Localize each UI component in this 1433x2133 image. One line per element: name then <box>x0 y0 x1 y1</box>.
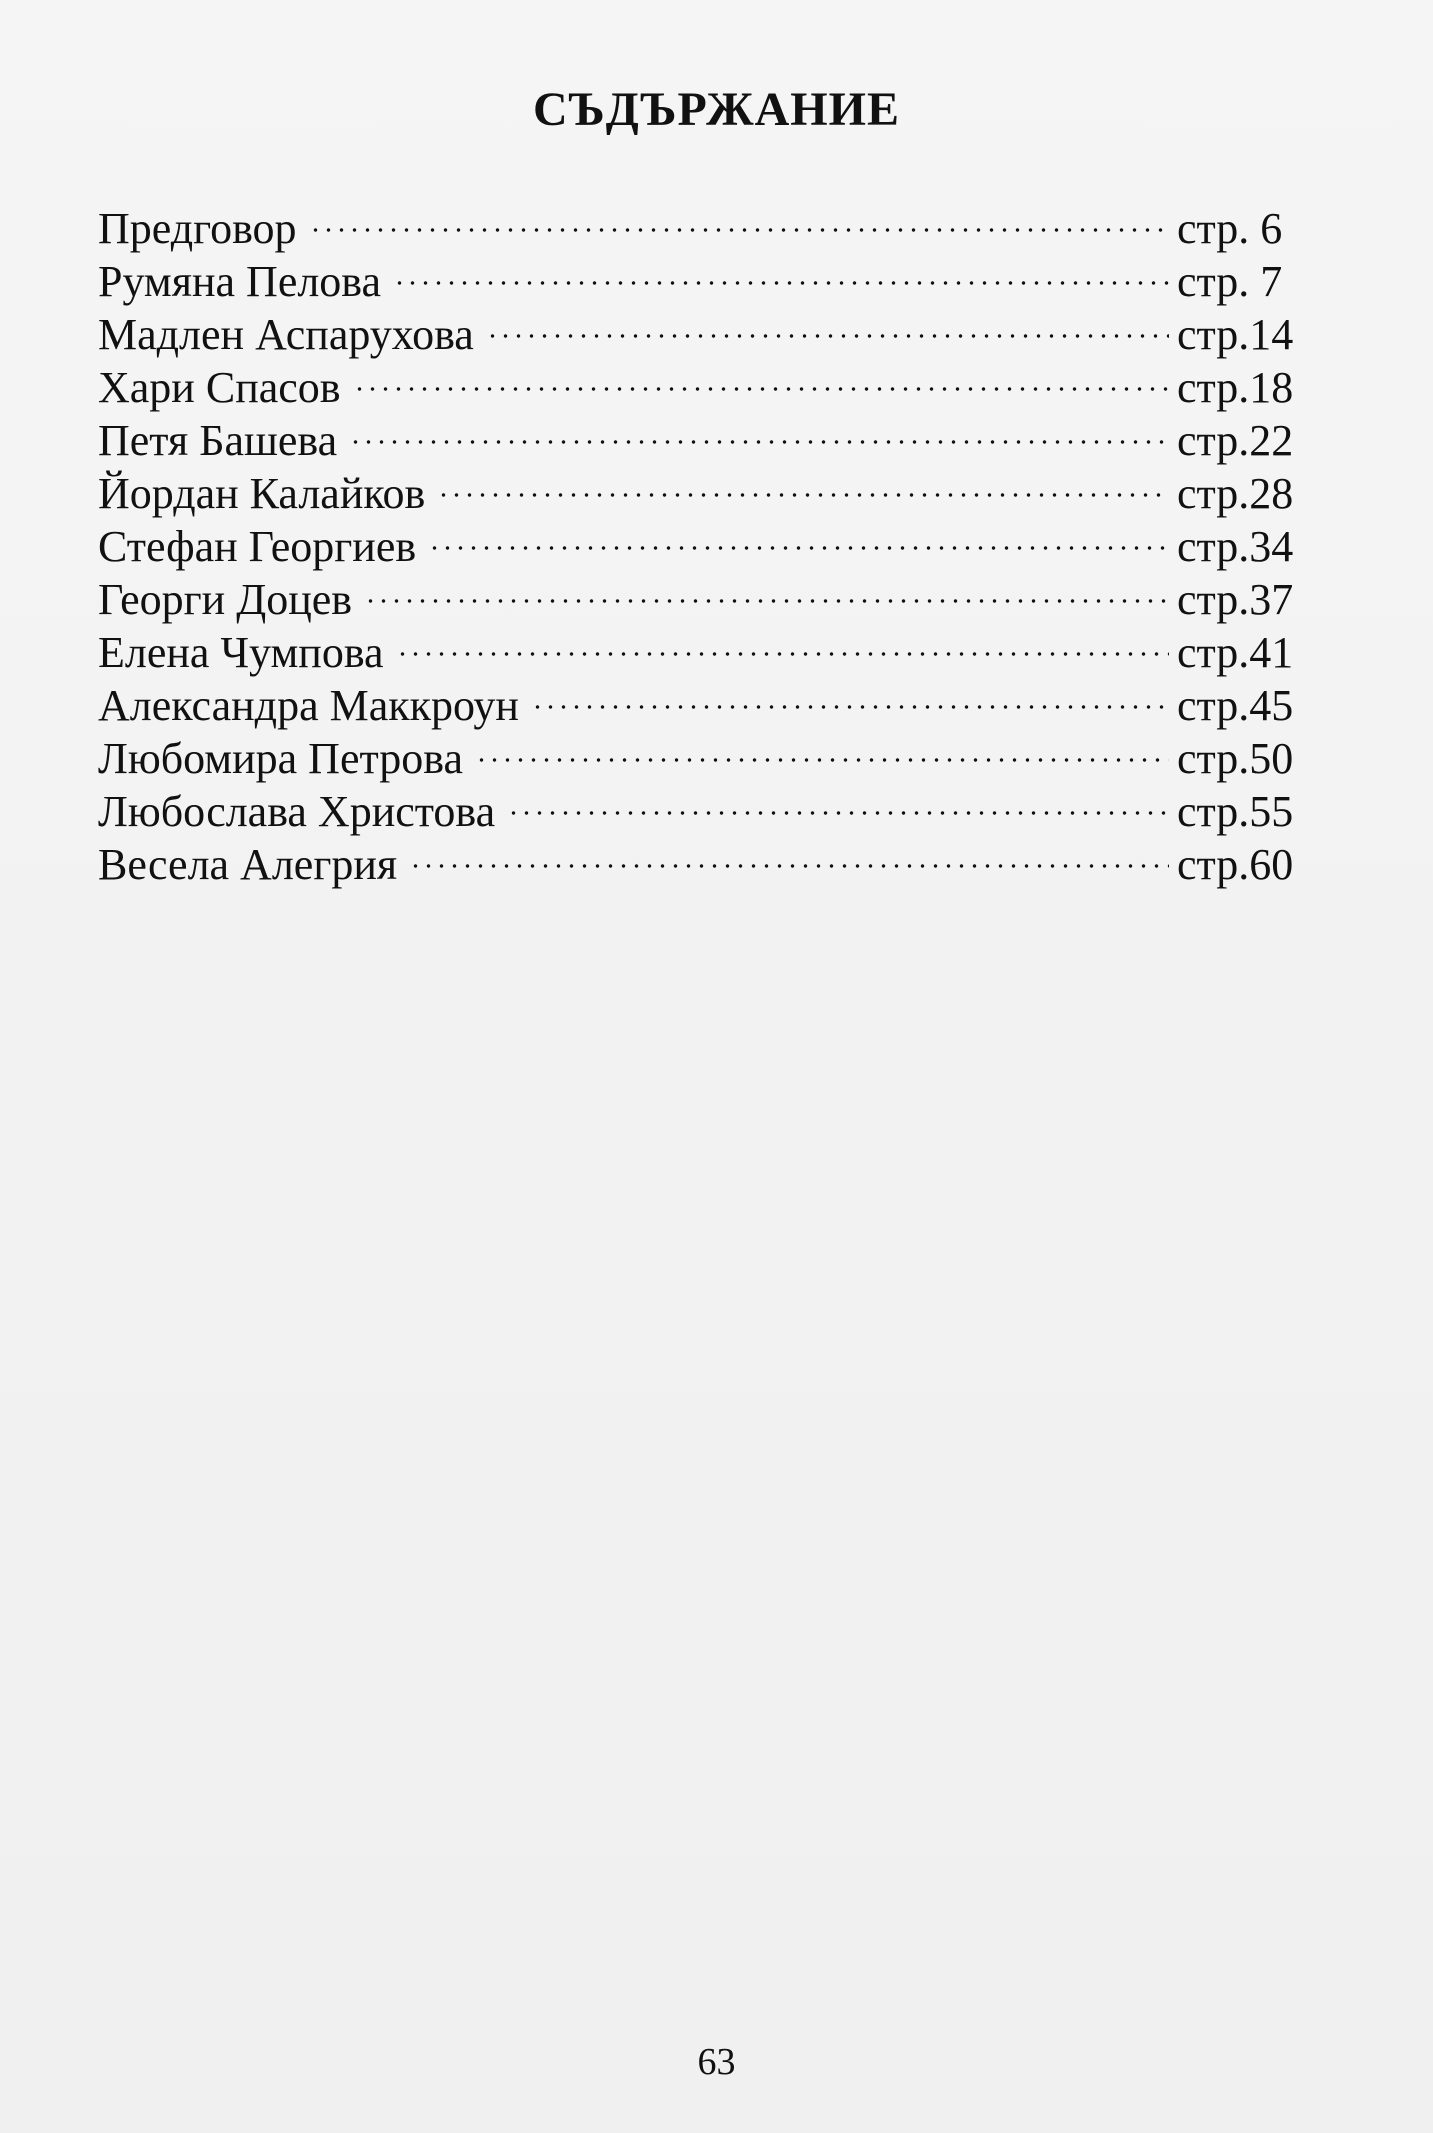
toc-entry-title: Хари Спасов <box>98 363 341 412</box>
toc-entry-page: стр.34 <box>1177 522 1294 571</box>
toc-entry-title: Мадлен Аспарухова <box>98 310 474 359</box>
toc-entry-title: Румяна Пелова <box>98 257 382 306</box>
toc-entry-title: Георги Доцев <box>98 575 353 624</box>
dot-leader <box>475 720 1169 773</box>
toc-entry-title: Любомира Петрова <box>98 734 463 783</box>
table-of-contents <box>98 190 1323 889</box>
dot-leader <box>507 773 1169 826</box>
dot-leader <box>428 508 1169 561</box>
toc-entry-title: Александра Маккроун <box>98 681 519 730</box>
toc-entry-page: стр.60 <box>1177 840 1294 889</box>
dot-leader <box>309 190 1169 243</box>
dot-leader <box>349 402 1169 455</box>
dot-leader <box>353 349 1169 402</box>
toc-entry-title: Любослава Христова <box>98 787 496 836</box>
toc-entry-page: стр.28 <box>1177 469 1294 518</box>
toc-entry-page: стр.50 <box>1177 734 1294 783</box>
dot-leader <box>364 561 1169 614</box>
page-title: СЪДЪРЖАНИЕ <box>533 83 900 136</box>
toc-entry-page: стр.45 <box>1177 681 1294 730</box>
dot-leader <box>437 455 1169 508</box>
dot-leader <box>486 296 1169 349</box>
toc-entry-title: Предговор <box>98 204 297 253</box>
toc-entry-title: Петя Башева <box>98 416 338 465</box>
toc-entry-title: Весела Алегрия <box>98 840 398 889</box>
toc-entry-page: стр.55 <box>1177 787 1294 836</box>
toc-entry-page: стр.41 <box>1177 628 1294 677</box>
toc-entry-title: Елена Чумпова <box>98 628 384 677</box>
dot-leader <box>409 826 1169 879</box>
dot-leader <box>531 667 1169 720</box>
toc-entry-page: стр.18 <box>1177 363 1294 412</box>
toc-entry-page: стр.37 <box>1177 575 1294 624</box>
toc-entry-title: Йордан Калайков <box>98 469 426 518</box>
toc-entry-page: стр. 6 <box>1177 204 1283 253</box>
toc-entry-title: Стефан Георгиев <box>98 522 417 571</box>
page-number: 63 <box>697 2041 736 2083</box>
dot-leader <box>396 614 1169 667</box>
toc-entry <box>98 190 1323 253</box>
toc-entry-page: стр.22 <box>1177 416 1294 465</box>
dot-leader <box>393 243 1169 296</box>
toc-entry-page: стр. 7 <box>1177 257 1283 306</box>
toc-entry-page: стр.14 <box>1177 310 1294 359</box>
